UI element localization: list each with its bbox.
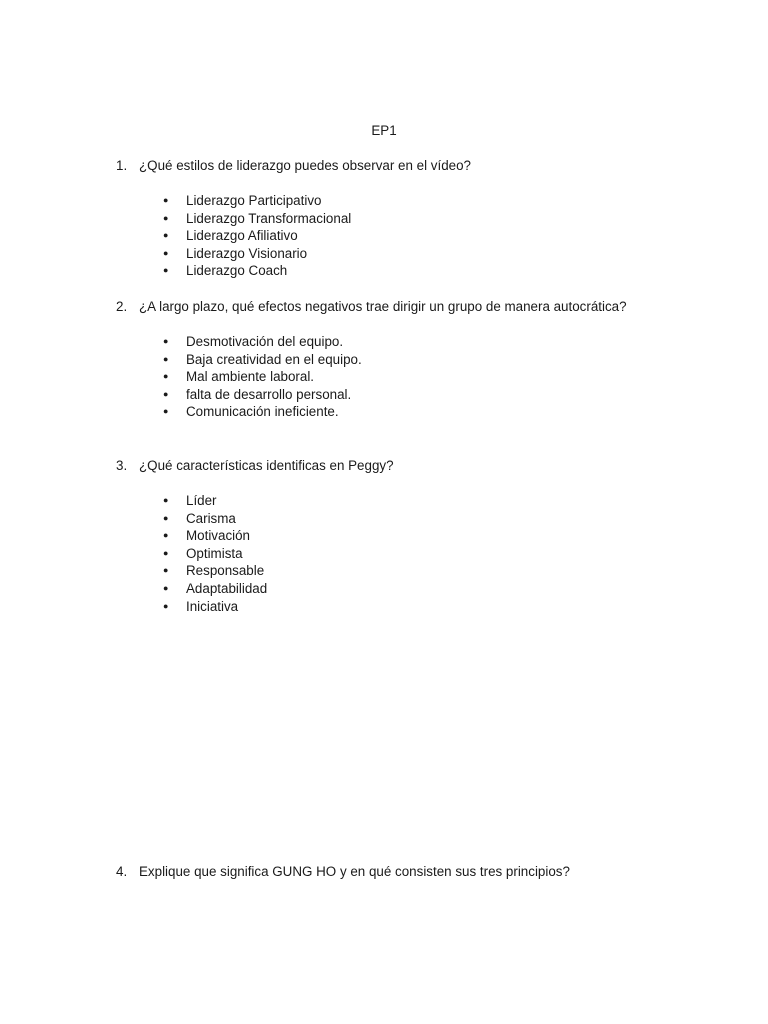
- bullet-icon: ●: [163, 565, 169, 576]
- question-number: 1.: [116, 158, 128, 173]
- list-item: [163, 192, 351, 210]
- list-item: [163, 510, 267, 528]
- question-number: 3.: [116, 458, 128, 473]
- bullet-icon: ●: [163, 388, 169, 399]
- list-item: [163, 386, 362, 404]
- bullet-icon: ●: [163, 600, 169, 611]
- question-number: 4.: [116, 864, 128, 879]
- question-text: ¿Qué características identificas en Peggy?: [139, 458, 394, 473]
- bullet-icon: ●: [163, 230, 169, 241]
- question-text: ¿Qué estilos de liderazgo puedes observar en el vídeo?: [139, 158, 471, 173]
- list-item-text: Baja creatividad en el equipo.: [186, 351, 362, 367]
- list-item-text: Adaptabilidad: [186, 580, 268, 596]
- list-item: [163, 333, 362, 351]
- bullet-icon: ●: [163, 212, 169, 223]
- list-item: [163, 492, 267, 510]
- answer-list-1: [163, 192, 351, 280]
- bullet-icon: ●: [163, 512, 169, 523]
- list-item: [163, 262, 351, 280]
- bullet-icon: ●: [163, 495, 169, 505]
- list-item: [163, 527, 267, 545]
- question-number: 2.: [116, 299, 128, 314]
- list-item-text: Líder: [186, 493, 217, 508]
- list-item-text: Liderazgo Coach: [186, 263, 288, 279]
- list-item: [163, 598, 267, 616]
- list-item-text: Liderazgo Transformacional: [186, 210, 352, 226]
- list-item-text: Carisma: [186, 510, 236, 526]
- answer-list-2: [163, 333, 362, 421]
- list-item-text: falta de desarrollo personal.: [186, 386, 352, 402]
- bullet-icon: ●: [163, 353, 169, 364]
- bullet-icon: ●: [163, 582, 169, 593]
- list-item-text: Motivación: [186, 528, 251, 544]
- bullet-icon: ●: [163, 371, 169, 382]
- list-item-text: Mal ambiente laboral.: [186, 369, 315, 385]
- list-item-text: Liderazgo Visionario: [186, 245, 308, 261]
- list-item-text: Liderazgo Participativo: [186, 193, 322, 208]
- answer-list-3: [163, 492, 267, 615]
- list-item: [163, 227, 351, 245]
- question-4: [116, 863, 570, 880]
- question-3: [116, 457, 394, 474]
- list-item-text: Optimista: [186, 545, 243, 561]
- bullet-icon: ●: [163, 530, 169, 541]
- list-item: [163, 368, 362, 386]
- bullet-icon: ●: [163, 195, 169, 205]
- bullet-icon: ●: [163, 336, 169, 346]
- list-item: [163, 351, 362, 369]
- question-1: [116, 157, 471, 174]
- list-item-text: Liderazgo Afiliativo: [186, 228, 298, 244]
- list-item: [163, 403, 362, 421]
- question-text: ¿A largo plazo, qué efectos negativos trae dirigir un grupo de manera autocrática?: [139, 299, 627, 314]
- list-item: [163, 562, 267, 580]
- list-item-text: Desmotivación del equipo.: [186, 334, 344, 349]
- question-2: [116, 298, 627, 315]
- bullet-icon: ●: [163, 406, 169, 417]
- question-text: Explique que significa GUNG HO y en qué consisten sus tres principios?: [139, 864, 570, 879]
- list-item-text: Iniciativa: [186, 598, 239, 614]
- list-item: [163, 245, 351, 263]
- list-item: [163, 580, 267, 598]
- list-item-text: Responsable: [186, 563, 265, 579]
- document-title: EP1: [371, 123, 397, 138]
- list-item: [163, 545, 267, 563]
- list-item: [163, 210, 351, 228]
- list-item-text: Comunicación ineficiente.: [186, 404, 339, 420]
- bullet-icon: ●: [163, 247, 169, 258]
- bullet-icon: ●: [163, 265, 169, 276]
- bullet-icon: ●: [163, 547, 169, 558]
